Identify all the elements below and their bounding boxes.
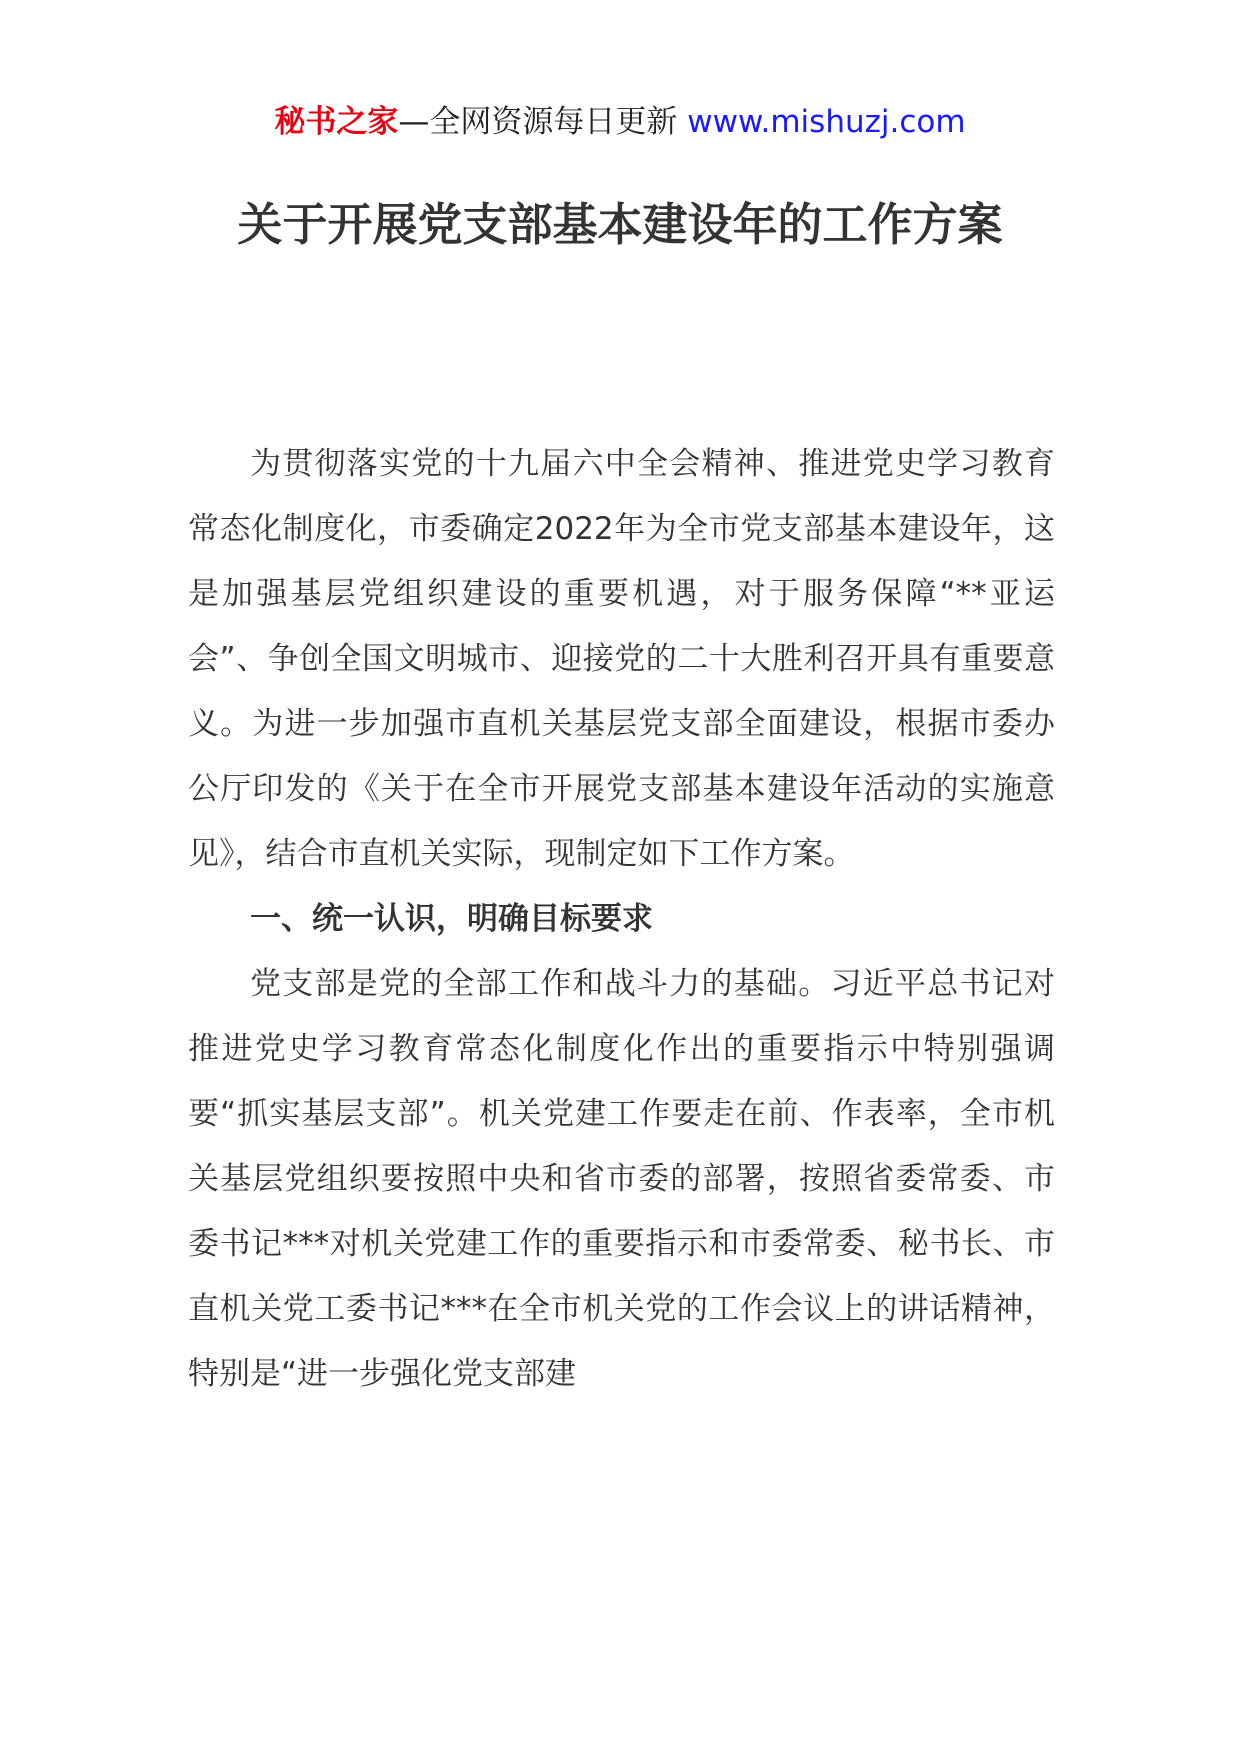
site-brand: 秘书之家: [274, 104, 399, 140]
site-slogan: —全网资源每日更新: [398, 104, 688, 140]
site-url-link[interactable]: www.mishuzj.com: [687, 104, 966, 140]
document-title: 关于开展党支部基本建设年的工作方案: [237, 198, 1003, 251]
document-body: [188, 432, 1055, 1407]
paragraph-section-1: 党支部是党的全部工作和战斗力的基础。习近平总书记对推进党史学习教育常态化制度化作出的重要指示中特别强调要“抓实基层支部”。机关党建工作要走在前、作表率，全市机关基层党组织要按照中央和省市委的部署，按照省委常委、市委书记***对机关党建工作的重要指示和市委常委、秘书长、市直机关党工委书记***在全市机关党的工作会议上的讲话精神，特别是“进一步强化党支部建: [188, 966, 1055, 1392]
paragraph-intro: 为贯彻落实党的十九届六中全会精神、推进党史学习教育常态化制度化，市委确定2022年为全市党支部基本建设年，这是加强基层党组织建设的重要机遇，对于服务保障“**亚运会”、争创全国文明城市、迎接党的二十大胜利召开具有重要意义。为进一步加强市直机关基层党支部全面建设，根据市委办公厅印发的《关于在全市开展党支部基本建设年活动的实施意见》，结合市直机关实际，现制定如下工作方案。: [188, 446, 1055, 872]
section-heading: 一、统一认识，明确目标要求: [250, 901, 653, 937]
site-banner: [0, 100, 1240, 144]
